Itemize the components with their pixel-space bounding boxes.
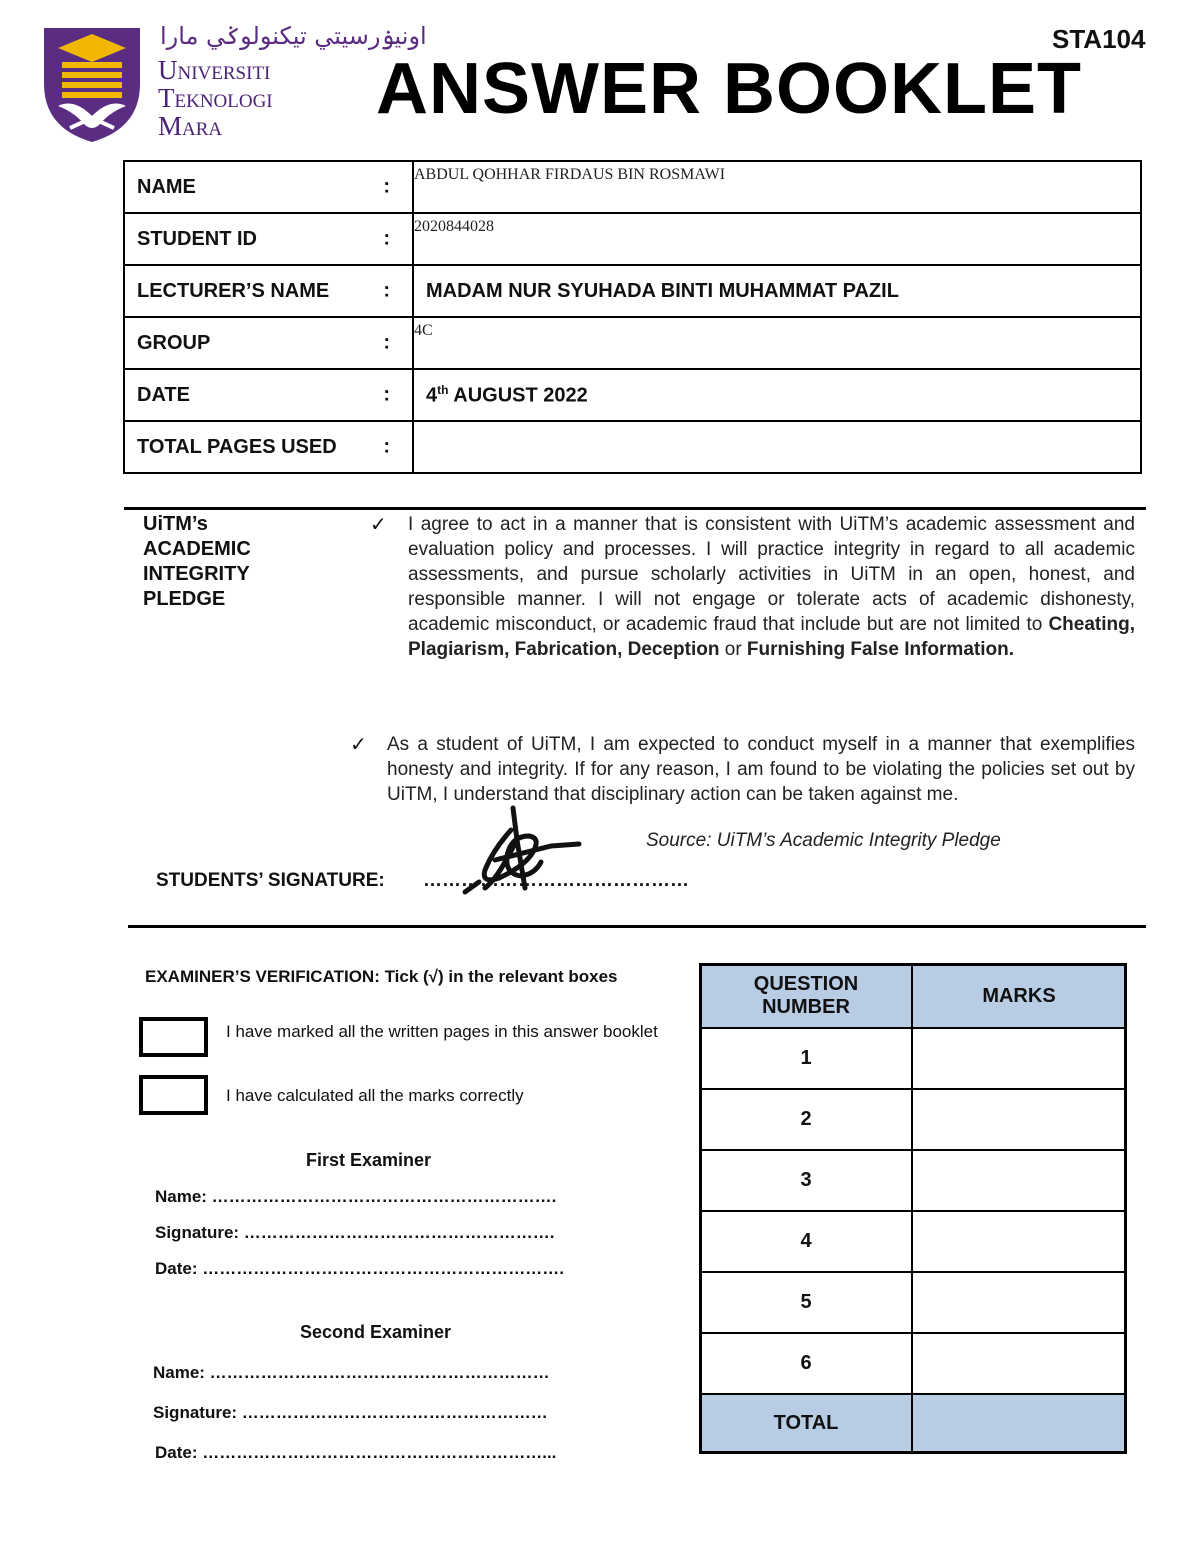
total-label: TOTAL: [700, 1394, 912, 1452]
second-examiner-title: Second Examiner: [300, 1322, 452, 1342]
second-examiner-signature-line[interactable]: Signature: ………………………………………………: [153, 1403, 548, 1422]
student-info-table: [123, 160, 1142, 474]
info-label: [124, 161, 413, 213]
info-row-name: [124, 161, 1141, 213]
marks-cell[interactable]: [912, 1089, 1126, 1150]
marks-cell[interactable]: [912, 1333, 1126, 1394]
name-value: ABDUL QOHHAR FIRDAUS BIN ROSMAWI: [414, 166, 726, 183]
first-examiner-signature-line[interactable]: Signature: ……………………………………………….: [155, 1223, 555, 1242]
date-rest: AUGUST 2022: [448, 384, 588, 407]
marked-pages-checkbox[interactable]: [139, 1017, 208, 1057]
question-number-cell: 6: [700, 1333, 912, 1394]
table-row: [700, 1333, 1126, 1394]
info-colon: :: [383, 331, 390, 354]
uitm-logo: [40, 24, 144, 144]
second-examiner-name-line[interactable]: Name: ……………………………………………………: [153, 1363, 550, 1382]
info-colon: :: [383, 279, 390, 302]
info-colon: :: [383, 227, 390, 250]
second-examiner-date-line[interactable]: Date: ……………………………………………………...: [155, 1443, 557, 1462]
marks-cell[interactable]: [912, 1211, 1126, 1272]
info-label-text: STUDENT ID: [137, 227, 257, 250]
divider: [124, 507, 1146, 510]
info-label-text: LECTURER’S NAME: [137, 279, 330, 302]
marks-header: MARKS: [912, 964, 1126, 1028]
info-row-student-id: [124, 213, 1141, 265]
university-name: [158, 56, 273, 140]
university-name-line: Mara: [158, 111, 223, 141]
pledge-title-line: ACADEMIC: [143, 538, 251, 560]
pledge-title-line: UiTM’s: [143, 513, 208, 535]
marked-pages-label: I have marked all the written pages in this answer booklet: [226, 1022, 658, 1041]
info-label: [124, 317, 413, 369]
info-colon: :: [383, 175, 390, 198]
marks-table: [699, 963, 1127, 1453]
university-name-line: Teknologi: [158, 83, 273, 113]
group-value: 4C: [414, 322, 433, 339]
lecturer-name-value: MADAM NUR SYUHADA BINTI MUHAMMAT PAZIL: [426, 279, 899, 302]
first-examiner-title: First Examiner: [306, 1150, 432, 1170]
first-examiner-name-line[interactable]: Name: …………………………………………………….: [155, 1187, 557, 1206]
signature-line[interactable]: ……………………………………: [423, 870, 689, 891]
question-number-cell: 3: [700, 1150, 912, 1211]
divider: [128, 925, 1146, 928]
marks-cell[interactable]: [912, 1150, 1126, 1211]
marks-cell[interactable]: [912, 1272, 1126, 1333]
info-label-text: DATE: [137, 383, 190, 406]
info-label-text: TOTAL PAGES USED: [137, 435, 337, 458]
pledge-title: [143, 512, 251, 612]
date-suffix: th: [437, 382, 449, 397]
examiner-verification-heading: EXAMINER’S VERIFICATION: Tick (√) in the relevant boxes: [145, 967, 618, 986]
info-label: [124, 369, 413, 421]
university-jawi-name: اونيۏرسيتي تيكنولوݢي مارا: [160, 22, 427, 50]
table-row: [700, 1272, 1126, 1333]
question-number-cell: 5: [700, 1272, 912, 1333]
info-row-total-pages: [124, 421, 1141, 473]
student-id-value: 2020844028: [414, 218, 494, 235]
signature-label: STUDENTS’ SIGNATURE:: [156, 870, 385, 891]
question-number-header: [700, 964, 912, 1028]
calculated-marks-checkbox[interactable]: [139, 1075, 208, 1115]
info-colon: :: [383, 383, 390, 406]
course-code: STA104: [1052, 24, 1146, 54]
table-row: [700, 1028, 1126, 1089]
info-label: [124, 213, 413, 265]
pledge-text-or: or: [719, 639, 747, 660]
pledge-paragraph-1: [408, 512, 1135, 662]
info-label: [124, 421, 413, 473]
info-row-date: [124, 369, 1141, 421]
date-field[interactable]: [413, 369, 1141, 421]
info-colon: :: [383, 435, 390, 458]
info-row-lecturer: [124, 265, 1141, 317]
marks-table-header: [700, 964, 1126, 1028]
pledge-paragraph-2: As a student of UiTM, I am expected to conduct myself in a manner that exemplifies honesty and integrity. If for any reason, I am found to be violating the policies set out by UiTM, I understand that disciplinary action can be taken against me.: [387, 734, 1135, 805]
question-number-header-text: QUESTION NUMBER: [753, 973, 859, 1018]
pledge-source: Source: UiTM’s Academic Integrity Pledge: [646, 830, 1001, 851]
lecturer-name-field[interactable]: [413, 265, 1141, 317]
date-day: 4: [426, 384, 438, 407]
group-field[interactable]: [413, 317, 1141, 369]
pledge-title-line: PLEDGE: [143, 588, 226, 610]
calculated-marks-label: I have calculated all the marks correctly: [226, 1086, 524, 1105]
name-field[interactable]: [413, 161, 1141, 213]
pledge-bold-terms: Cheating, Plagiarism, Fabrication, Deception: [408, 614, 1135, 660]
total-marks-cell[interactable]: [912, 1394, 1126, 1452]
pledge-bold-terms: Furnishing False Information.: [746, 639, 1014, 660]
pledge-text: I agree to act in a manner that is consistent with UiTM’s academic assessment and evaluation policy and processes. I will practice integrity in regard to all academic assessments, and pursue scholarly activities in UiTM in an open, honest, and responsible manner. I will not engage or tolerate acts of academic dishonesty, academic misconduct, or academic fraud that include but are not limited to: [408, 514, 1135, 635]
page-title: ANSWER BOOKLET: [376, 49, 1082, 129]
question-number-cell: 1: [700, 1028, 912, 1089]
first-examiner-date-line[interactable]: Date: ……………………………………………………….: [155, 1259, 564, 1278]
info-label: [124, 265, 413, 317]
student-signature: [455, 800, 585, 895]
marks-cell[interactable]: [912, 1028, 1126, 1089]
info-label-text: NAME: [137, 175, 196, 198]
table-row: [700, 1211, 1126, 1272]
pledge-title-line: INTEGRITY: [143, 563, 250, 585]
table-row: [700, 1150, 1126, 1211]
date-value: [414, 383, 1140, 408]
student-id-field[interactable]: [413, 213, 1141, 265]
total-pages-field[interactable]: [413, 421, 1141, 473]
marks-table-total-row: [700, 1394, 1126, 1452]
question-number-cell: 2: [700, 1089, 912, 1150]
question-number-cell: 4: [700, 1211, 912, 1272]
info-label-text: GROUP: [137, 331, 211, 354]
table-row: [700, 1089, 1126, 1150]
checkmark-icon: ✓: [370, 514, 387, 536]
info-row-group: [124, 317, 1141, 369]
university-name-line: Universiti: [158, 55, 271, 85]
checkmark-icon: ✓: [350, 734, 367, 756]
